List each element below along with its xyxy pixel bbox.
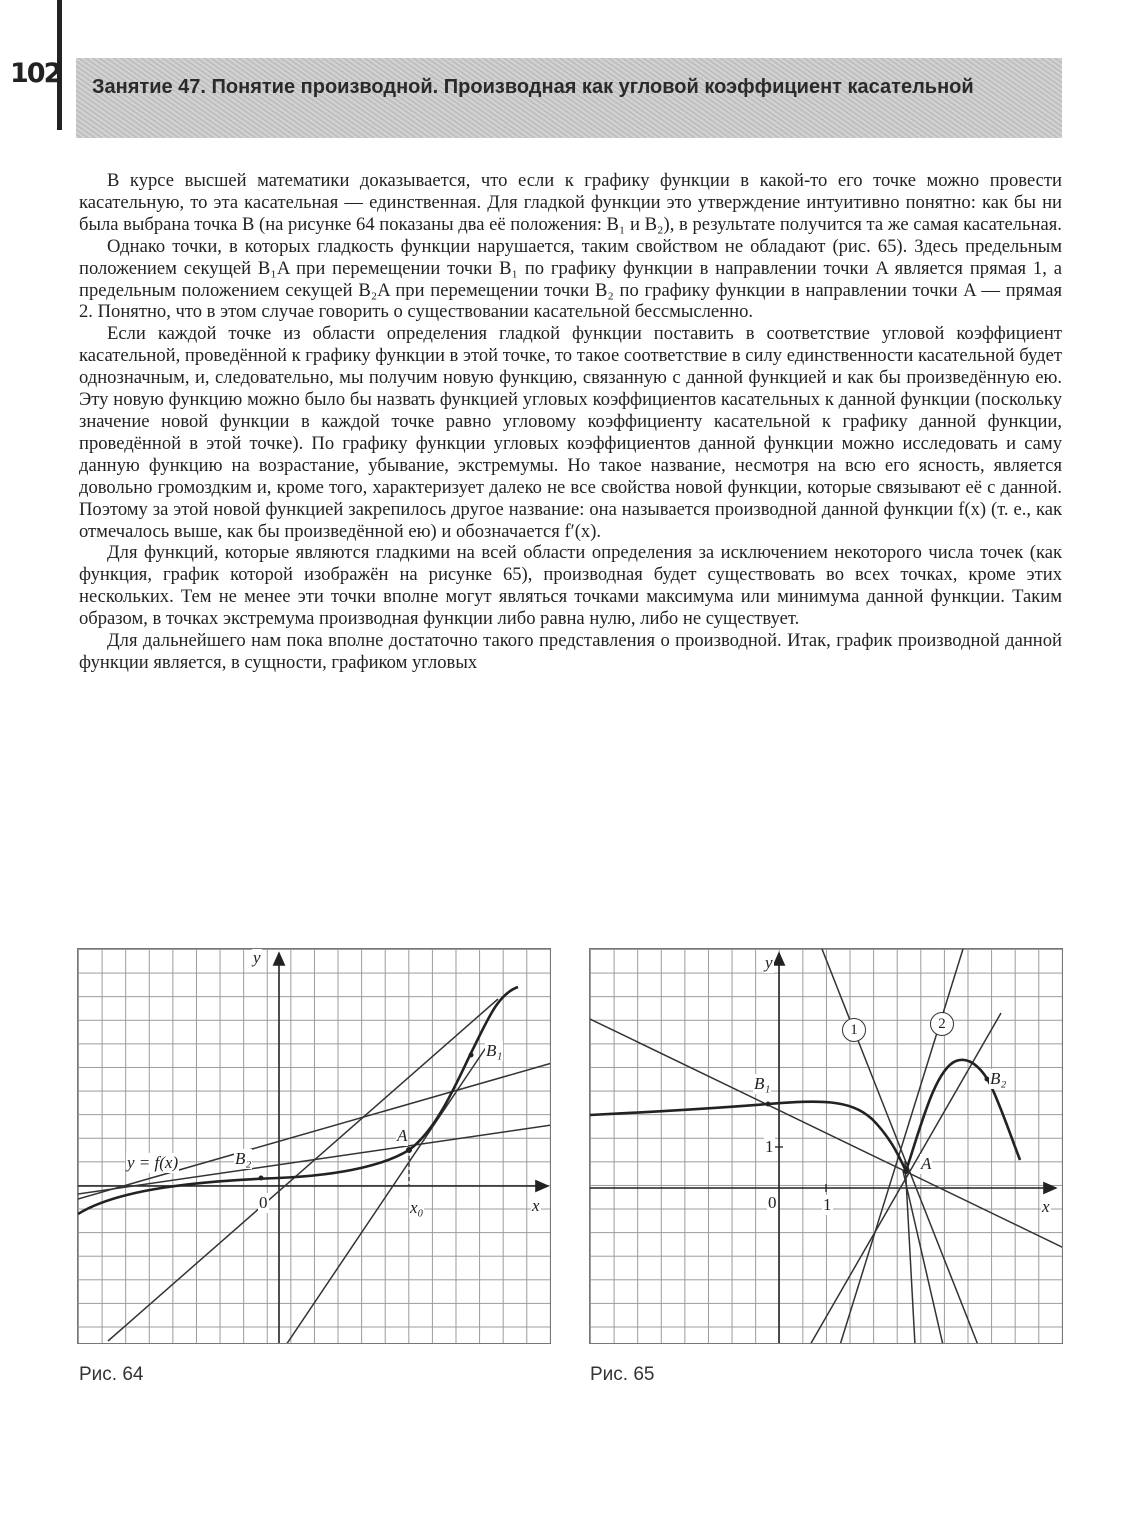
paragraph: В курсе высшей математики доказывается, что если к графику функции в какой-то его точке можно провести касательную, то эта касательная — единственная. Для гладкой функции это утверждение интуитивно понятно: как бы ни была выбрана точка B (на рисунке 64 показаны два её положения: B₁ и B₂), в результате получится та же самая касательная. <box>79 170 1062 235</box>
x-axis-label: x <box>1042 1197 1050 1216</box>
y-tick-label-1: 1 <box>765 1137 774 1156</box>
point-a-label: A <box>397 1126 408 1145</box>
body-text <box>79 170 1062 674</box>
secant-b2a <box>78 1063 551 1199</box>
point-b2 <box>259 1176 264 1181</box>
figure-65-caption: Рис. 65 <box>590 1364 655 1385</box>
point-a <box>406 1147 412 1153</box>
figure-64-graph <box>78 949 551 1344</box>
paragraph: Для дальнейшего нам пока вполне достаточно такого представления о производной. Итак, график производной данной функции является, в сущности, графиком угловых <box>79 630 1062 673</box>
y-axis-label: y <box>765 953 773 972</box>
x-tick-label-1: 1 <box>823 1195 832 1214</box>
point-b1 <box>469 1053 474 1058</box>
origin-label: 0 <box>259 1193 268 1212</box>
point-b2-label: B₂ <box>990 1069 1007 1088</box>
point-b1-label: B₁ <box>486 1041 503 1060</box>
paragraph: Для функций, которые являются гладкими на всей области определения за исключением некоторого числа точек (как функция, график которой изображён на рисунке 65), производная будет существовать во всех точках, кроме этих нескольких. Тем не менее эти точки вполне могут являться точками максимума или минимума данной функции. Таким образом, в точках экстремума производная функции либо равна нулю, либо не существует. <box>79 542 1062 630</box>
line-2-label: 2 <box>930 1012 954 1036</box>
x-axis-label: x <box>532 1196 540 1215</box>
steep-line <box>286 1046 487 1344</box>
origin-label: 0 <box>768 1193 777 1212</box>
figure-64 <box>77 948 551 1344</box>
paragraph: Однако точки, в которых гладкость функции нарушается, таким свойством не обладают (рис. 65). Здесь предельным положением секущей B₁A при перемещении точки B₁ по графику функции в направлении точки A является прямая 1, а предельным положением секущей B₂A при перемещении точки B₂ по графику функции в направлении точки A — прямая 2. Понятно, что в этом случае говорить о существовании касательной бессмысленно. <box>79 235 1062 323</box>
point-b1-label: B₁ <box>754 1074 771 1093</box>
point-b1 <box>766 1102 771 1107</box>
page-number: 102 <box>10 58 61 89</box>
figure-64-caption: Рис. 64 <box>79 1364 144 1385</box>
point-a-label: A <box>921 1154 932 1173</box>
point-b2-label: B₂ <box>235 1149 252 1168</box>
point-a <box>903 1168 909 1174</box>
lesson-title: Занятие 47. Понятие производной. Производная как угловой коэффициент касательной <box>92 76 974 98</box>
figure-65 <box>589 948 1063 1344</box>
function-label: y = f(x) <box>127 1153 179 1172</box>
y-axis-label: y <box>253 948 261 967</box>
figure-65-graph <box>590 949 1063 1344</box>
line-2 <box>840 949 963 1344</box>
paragraph: Если каждой точке из области определения гладкой функции поставить в соответствие угловой коэффициент касательной, проведённой к графику функции в этой точке, то такое соответствие в силу единственности касательной будет однозначным, и, следовательно, мы получим новую функцию, связанную с данной функцией и как бы произведённую ею. Эту новую функцию можно было бы назвать функцией угловых коэффициентов касательных к данной функции (поскольку значение новой функции в каждой точке равно угловому коэффициенту касательной к графику данной функции, проведённой в этой точке). По графику функции угловых коэффициентов данной функции можно исследовать и саму данную функцию на возрастание, убывание, экстремумы. Но такое название, несмотря на всю его ясность, является довольно громоздким и, кроме того, характеризует далеко не все свойства новой функции, которые связывают её с данной. Поэтому за этой новой функцией закрепилось другое название: она называется производной данной функции f(x) (т. е., как отмечалось выше, как бы произведённой ею) и обозначается f′(x). <box>79 323 1062 542</box>
line-1-label: 1 <box>842 1018 866 1042</box>
x0-label: x₀ <box>410 1198 424 1217</box>
steep-line-1 <box>903 1171 943 1344</box>
function-curve <box>590 1060 1020 1171</box>
